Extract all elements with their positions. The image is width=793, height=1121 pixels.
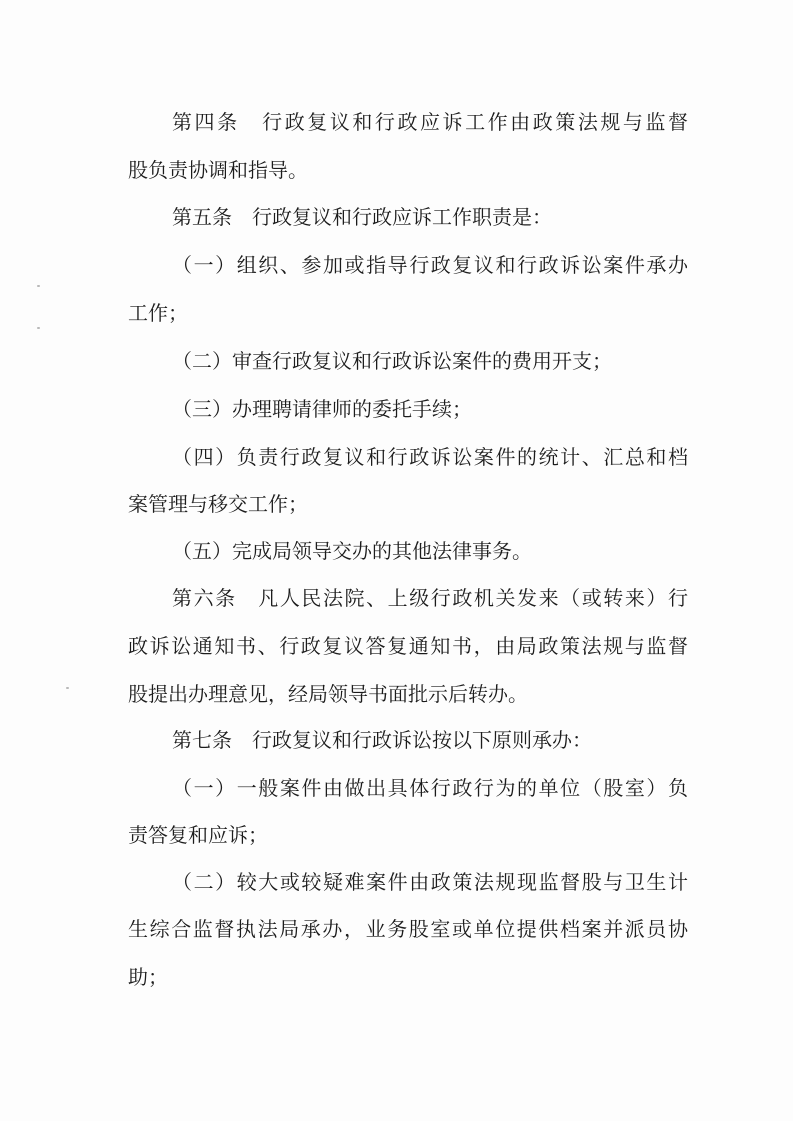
scan-speck [66, 687, 69, 689]
article-7-item-1-line-2: 责答复和应诉； [128, 823, 268, 847]
article-6-line-3: 股提出办理意见，经局领导书面批示后转办。 [128, 682, 528, 706]
article-4-line-1: 第四条 行政复议和行政应诉工作由政策法规与监督 [172, 110, 688, 134]
scan-speck [37, 285, 40, 287]
article-6-line-1: 第六条 凡人民法院、上级行政机关发来（或转来）行 [172, 586, 688, 610]
article-5-item-1-line-2: 工作； [128, 301, 188, 325]
article-5-item-5: （五）完成局领导交办的其他法律事务。 [172, 539, 532, 563]
article-7-heading: 第七条 行政复议和行政诉讼按以下原则承办： [172, 728, 592, 752]
article-7-item-1-line-1: （一）一般案件由做出具体行政行为的单位（股室）负 [172, 776, 688, 800]
article-5-item-1-line-1: （一）组织、参加或指导行政复议和行政诉讼案件承办 [172, 253, 688, 277]
article-5-item-4-line-2: 案管理与移交工作； [128, 492, 308, 516]
article-6-line-2: 政诉讼通知书、行政复议答复通知书，由局政策法规与监督 [128, 634, 688, 658]
article-7-item-2-line-2: 生综合监督执法局承办，业务股室或单位提供档案并派员协 [128, 917, 688, 941]
article-7-item-2-line-1: （二）较大或较疑难案件由政策法规现监督股与卫生计 [172, 870, 688, 894]
article-5-item-3: （三）办理聘请律师的委托手续； [172, 397, 472, 421]
scan-speck [37, 327, 40, 329]
article-5-item-2: （二）审查行政复议和行政诉讼案件的费用开支； [172, 349, 612, 373]
article-4-line-2: 股负责协调和指导。 [128, 158, 308, 182]
article-5-item-4-line-1: （四）负责行政复议和行政诉讼案件的统计、汇总和档 [172, 445, 688, 469]
article-5-heading: 第五条 行政复议和行政应诉工作职责是： [172, 205, 552, 229]
article-7-item-2-line-3: 助； [128, 965, 168, 989]
